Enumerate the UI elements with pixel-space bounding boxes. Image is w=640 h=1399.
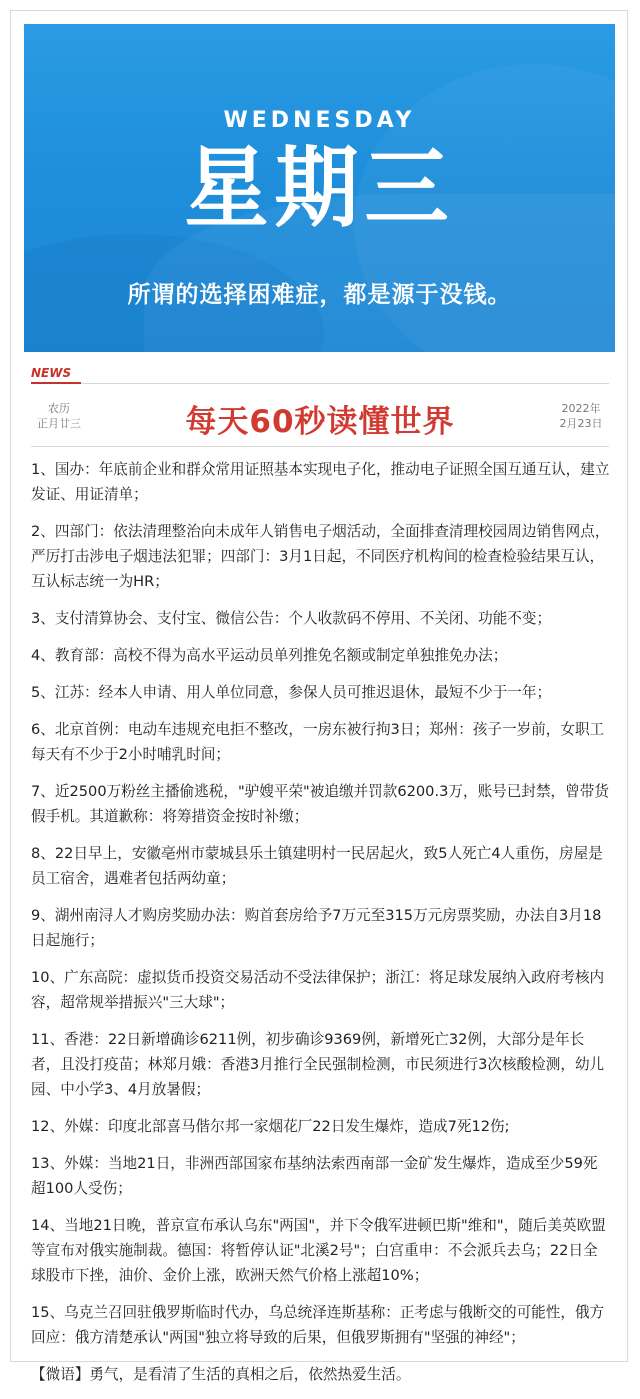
divider (31, 383, 609, 384)
divider-accent (31, 382, 81, 384)
news-item: 5、江苏：经本人申请、用人单位同意，参保人员可推迟退休，最短不少于一年； (31, 684, 552, 701)
news-item: 9、湖州南浔人才购房奖励办法：购首套房给予7万元至315万元房票奖励，办法自3月18日起施行； (31, 907, 602, 949)
news-item: 11、香港：22日新增确诊6211例，初步确诊9369例，新增死亡32例，大部分是年长者，且没打疫苗；林郑月娥：香港3月推行全民强制检测，市民须进行3次核酸检测，幼儿园、中小学3、4月放暑假； (31, 1031, 605, 1098)
date-block (546, 401, 616, 431)
news-item: 1、国办：年底前企业和群众常用证照基本实现电子化，推动电子证照全国互通互认，建立发证、用证清单； (31, 461, 610, 503)
header-banner (24, 24, 615, 352)
daily-quote: 【微语】勇气，是看清了生活的真相之后，依然热爱生活。 (31, 1366, 411, 1383)
news-item: 6、北京首例：电动车违规充电拒不整改，一房东被行拘3日；郑州：孩子一岁前，女职工每天有不少于2小时哺乳时间； (31, 721, 605, 763)
news-item: 14、当地21日晚，普京宣布承认乌东"两国"，并下令俄军进顿巴斯"维和"，随后美英欧盟等宣布对俄实施制裁。德国：将暂停认证"北溪2号"；白宫重申：不会派兵去乌；22日全球股市下挫，油价、金价上涨，欧洲天然气价格上涨超10%； (31, 1217, 606, 1284)
news-item: 2、四部门：依法清理整治向未成年人销售电子烟活动，全面排查清理校园周边销售网点，严厉打击涉电子烟违法犯罪；四部门：3月1日起，不同医疗机构间的检查检验结果互认，互认标志统一为HR； (31, 523, 610, 590)
divider (31, 446, 609, 447)
page-title: 每天60秒读懂世界 (185, 404, 455, 440)
news-item: 3、支付清算协会、支付宝、微信公告：个人收款码不停用、不关闭、功能不变； (31, 610, 552, 627)
lunar-label: 农历 (48, 402, 70, 415)
news-item: 12、外媒：印度北部喜马偕尔邦一家烟花厂22日发生爆炸，造成7死12伤; (31, 1118, 510, 1135)
weekday-chinese: 星期三 (184, 136, 455, 240)
news-item: 7、近2500万粉丝主播偷逃税，"驴嫂平荣"被追缴并罚款6200.3万，账号已封禁，曾带货假手机。其道歉称：将筹措资金按时补缴； (31, 783, 609, 825)
news-list (31, 457, 611, 1399)
lunar-date: 正月廿三 (37, 417, 81, 430)
news-item: 4、教育部：高校不得为高水平运动员单列推免名额或制定单独推免办法； (31, 647, 508, 664)
date-year: 2022年 (561, 402, 601, 415)
news-section-label: NEWS (31, 366, 72, 380)
news-item: 15、乌克兰召回驻俄罗斯临时代办，乌总统泽连斯基称：正考虑与俄断交的可能性，俄方回应：俄方清楚承认"两国"独立将导致的后果，但俄罗斯拥有"坚强的神经"； (31, 1304, 605, 1346)
date-month-day: 2月23日 (559, 417, 603, 430)
weekday-english: WEDNESDAY (223, 108, 416, 133)
news-item: 13、外媒：当地21日，非洲西部国家布基纳法索西南部一金矿发生爆炸，造成至少59死超100人受伤； (31, 1155, 598, 1197)
news-item: 8、22日早上，安徽亳州市蒙城县乐土镇建明村一民居起火，致5人死亡4人重伤，房屋是员工宿舍，遇难者包括两幼童； (31, 845, 603, 887)
lunar-date-block (31, 401, 87, 431)
news-item: 10、广东高院：虚拟货币投资交易活动不受法律保护；浙江：将足球发展纳入政府考核内容，超常规举措振兴"三大球"； (31, 969, 605, 1011)
daily-motto: 所谓的选择困难症，都是源于没钱。 (127, 282, 512, 308)
